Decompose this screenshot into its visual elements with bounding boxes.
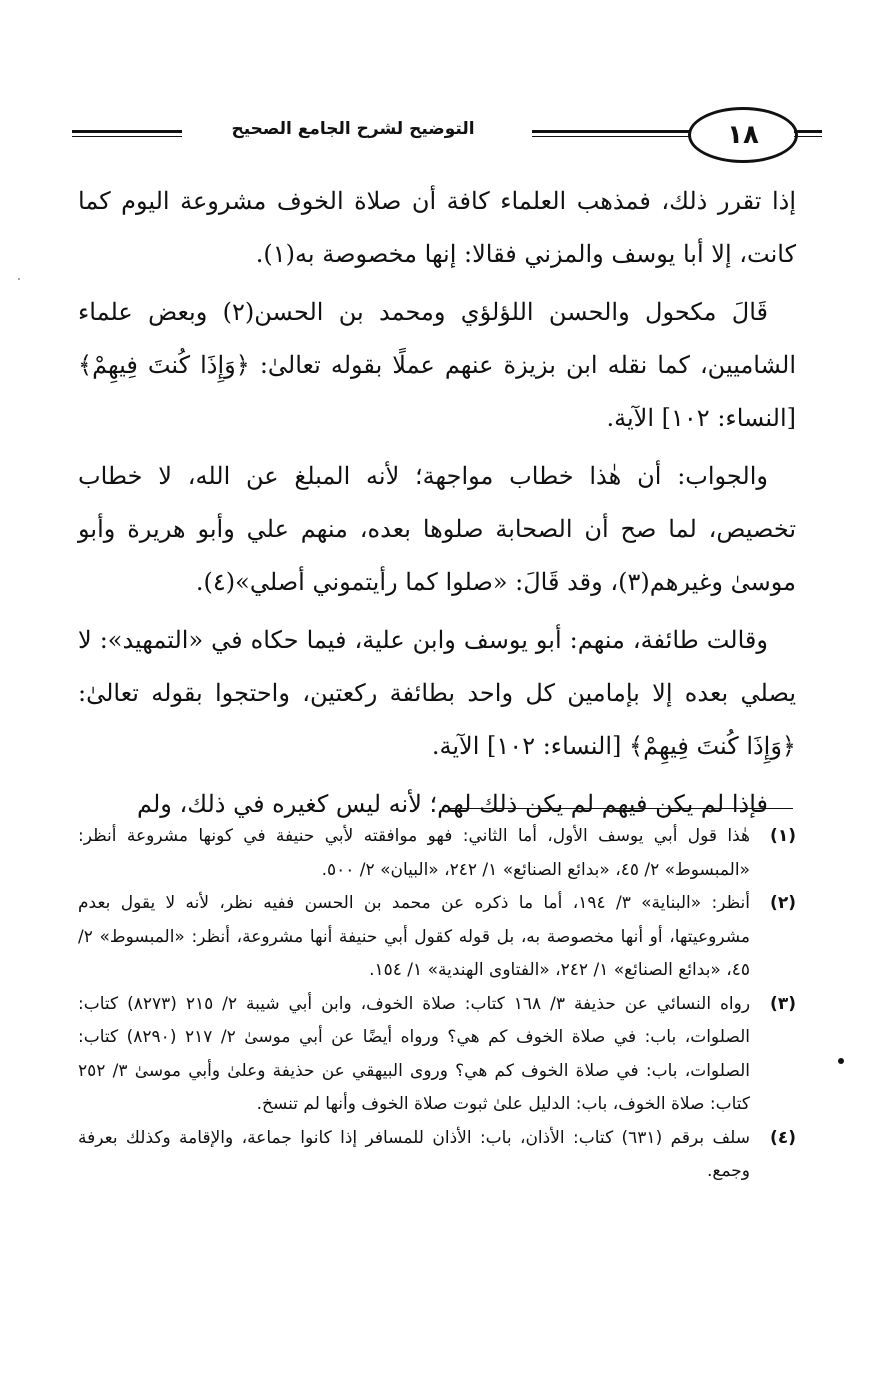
footnote-number: (١) — [770, 826, 796, 846]
page-header — [60, 105, 808, 165]
main-text — [78, 175, 796, 836]
header-rule-left — [72, 130, 182, 137]
footnote-number: (٣) — [770, 993, 796, 1014]
paragraph: إذا تقرر ذلك، فمذهب العلماء كافة أن صلاة الخوف مشروعة اليوم كما كانت، إلا أبا يوسف والمزني فقالا: إنها مخصوصة به(١). — [78, 187, 796, 268]
footnote-text: أنظر: «البناية» ٣/ ١٩٤، أما ما ذكره عن محمد بن الحسن ففيه نظر، لأنه لا يقول بعدم مشروعيتها، أو أنها مخصوصة به، بل قوله كقول أبي حنيفة أنها مشروعة، أنظر: «المبسوط» ٢/ ٤٥، «بدائع الصنائع» ١/ ٢٤٢، «الفتاوى الهندية» ١/ ١٥٤. — [78, 893, 750, 980]
paragraph: قَالَ مكحول والحسن اللؤلؤي ومحمد بن الحسن(٢) وبعض علماء الشاميين، كما نقله ابن بزيزة عنهم عملًا بقوله تعالىٰ: ﴿وَإِذَا كُنتَ فِيهِمْ﴾ [النساء: ١٠٢] الآية. — [78, 298, 796, 432]
footnotes — [78, 820, 796, 1189]
footnote — [78, 1122, 796, 1189]
footnote-number: (٤) — [770, 1127, 796, 1148]
footnote-text: سلف برقم (٦٣١) كتاب: الأذان، باب: الأذان للمسافر إذا كانوا جماعة، والإقامة وكذلك بعرفة وجمع. — [78, 1127, 750, 1181]
paragraph: فإذا لم يكن فيهم لم يكن ذلك لهم؛ لأنه ليس كغيره في ذلك، ولم — [136, 790, 768, 818]
header-rule-right — [794, 130, 822, 137]
footnote — [78, 887, 796, 988]
footnote-number: (٢) — [770, 893, 796, 913]
scan-speck — [838, 1058, 844, 1064]
running-title: التوضيح لشرح الجامع الصحيح — [231, 119, 475, 139]
footnote-separator — [448, 808, 793, 809]
footnote — [78, 820, 796, 887]
footnote-text: هٰذا قول أبي يوسف الأول، أما الثاني: فهو موافقته لأبي حنيفة في كونها مشروعة أنظر: «المبسوط» ٢/ ٤٥، «بدائع الصنائع» ١/ ٢٤٢، «البيان» ٢/ ٥٠٠. — [78, 826, 750, 880]
scan-speck — [18, 278, 20, 280]
page-number: ١٨ — [688, 107, 798, 163]
paragraph: والجواب: أن هٰذا خطاب مواجهة؛ لأنه المبلغ عن الله، لا خطاب تخصيص، لما صح أن الصحابة صلوها بعده، منهم علي وأبو هريرة وأبو موسىٰ وغيرهم(٣)، وقد قَالَ: «صلوا كما رأيتموني أصلي»(٤). — [78, 462, 796, 596]
footnote-text: رواه النسائي عن حذيفة ٣/ ١٦٨ كتاب: صلاة الخوف، وابن أبي شيبة ٢/ ٢١٥ (٨٢٧٣) كتاب: الصلوات، باب: في صلاة الخوف كم هي؟ ورواه أيضًا عن أبي موسىٰ ٢/ ٢١٧ (٨٢٩٠) كتاب: الصلوات، باب: في صلاة الخوف كم هي؟ وروى البيهقي عن حذيفة وعلىٰ وأبي موسىٰ ٣/ ٢٥٢ كتاب: صلاة الخوف، باب: الدليل علىٰ ثبوت صلاة الخوف وأنها لم تنسخ. — [78, 993, 751, 1114]
paragraph: وقالت طائفة، منهم: أبو يوسف وابن علية، فيما حكاه في «التمهيد»: لا يصلي بعده إلا بإمامين كل واحد بطائفة ركعتين، واحتجوا بقوله تعالىٰ: ﴿وَإِذَا كُنتَ فِيهِمْ﴾ [النساء: ١٠٢] الآية. — [78, 626, 796, 760]
footnote — [78, 988, 796, 1122]
